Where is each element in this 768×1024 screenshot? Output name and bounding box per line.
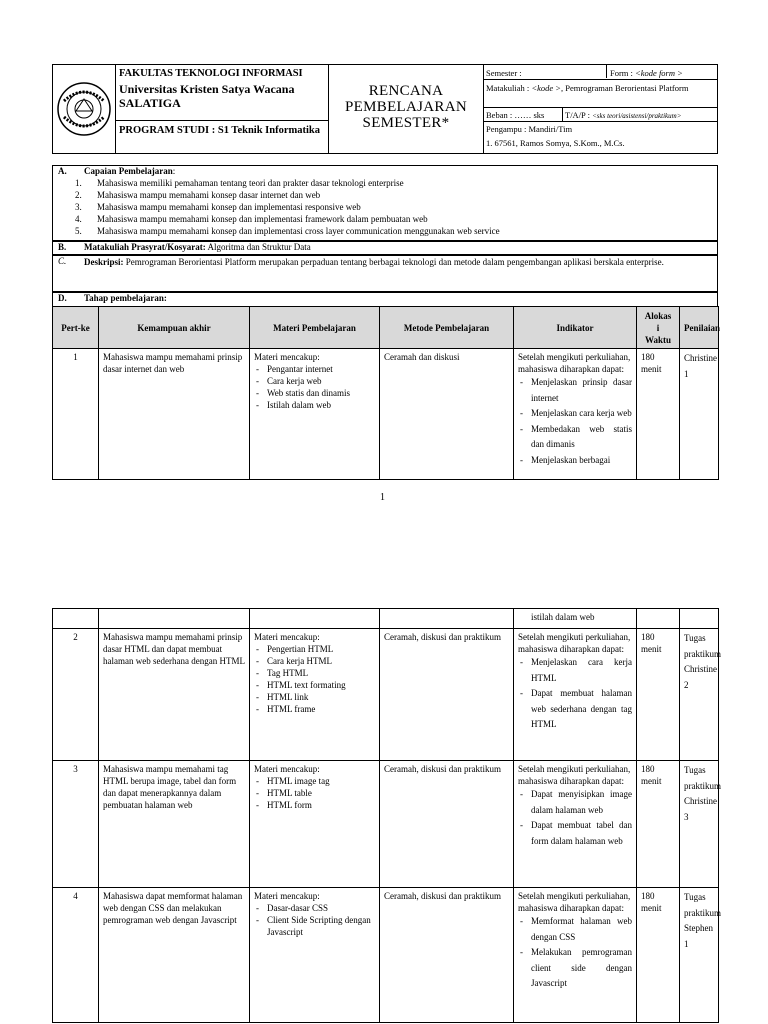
section-d-label: D.	[58, 293, 67, 303]
indikator-item: - Menjelaskan prinsip dasar internet	[518, 375, 632, 406]
waktu-cell: 180 menit	[637, 761, 680, 888]
section-d-title: Tahap pembelajaran:	[84, 293, 167, 303]
ukswseal-icon	[56, 81, 112, 137]
materi-cell	[250, 349, 380, 480]
materi-item: - HTML table	[254, 787, 375, 799]
materi-cell	[250, 761, 380, 888]
penilaian-cell: Christine 1	[680, 349, 719, 480]
materi-item: - Cara kerja web	[254, 375, 375, 387]
indikator-item: - Menjelaskan berbagai	[518, 453, 632, 469]
indikator-item: - Melakukan pemrograman client side dengan Javascript	[518, 945, 632, 992]
table-row	[53, 888, 719, 1023]
continuation-cell	[680, 609, 719, 629]
university-logo	[53, 65, 115, 153]
materi-list	[254, 363, 375, 411]
section-capaian	[52, 165, 718, 241]
materi-item: - Pengertian HTML	[254, 643, 375, 655]
materi-item: - Cara kerja HTML	[254, 655, 375, 667]
materi-intro: Materi mencakup:	[254, 764, 320, 774]
section-tahap	[52, 292, 718, 306]
metode-cell: Ceramah, diskusi dan praktikum	[380, 888, 514, 1023]
capaian-item	[75, 201, 500, 213]
indikator-item: - Dapat menyisipkan image dalam halaman web	[518, 787, 632, 818]
tap-field: T/A/P : <sks teori/asistensi/praktikum>	[565, 110, 682, 120]
materi-item: - HTML image tag	[254, 775, 375, 787]
document-header	[52, 64, 718, 154]
pertemuan-cell: 3	[53, 761, 99, 888]
metode-cell: Ceramah, diskusi dan praktikum	[380, 761, 514, 888]
table-header-row	[53, 307, 719, 349]
indikator-list	[518, 787, 632, 849]
faculty-name: FAKULTAS TEKNOLOGI INFORMASI	[119, 68, 303, 79]
section-c-text: Deskripsi: Pemrograman Berorientasi Platform merupakan perpaduan tentang berbagai teknologi dan metode dalam pengembangan aplikasi berskala enterprise.	[84, 257, 664, 267]
penilaian-cell: Tugas praktikum Christine 2	[680, 629, 719, 761]
capaian-number: 1.	[75, 178, 82, 188]
pengampu-name: 1. 67561, Ramos Somya, S.Kom., M.Cs.	[486, 138, 625, 148]
section-b-text: Matakuliah Prasyrat/Kosyarat: Algoritma dan Struktur Data	[84, 242, 311, 252]
materi-item: - Web statis dan dinamis	[254, 387, 375, 399]
pertemuan-cell: 2	[53, 629, 99, 761]
col-alokasi: Alokas i Waktu	[637, 307, 680, 349]
document-title: RENCANA PEMBELAJARAN SEMESTER*	[345, 83, 467, 131]
penilaian-cell: Tugas praktikum Christine 3	[680, 761, 719, 888]
materi-cell	[250, 629, 380, 761]
capaian-item	[75, 225, 500, 237]
kemampuan-cell: Mahasiswa mampu memahami prinsip dasar HTML dan dapat membuat halaman web sederhana dengan HTML	[99, 629, 250, 761]
materi-item: - Dasar-dasar CSS	[254, 902, 375, 914]
capaian-number: 5.	[75, 226, 82, 236]
capaian-list	[75, 177, 500, 237]
kemampuan-cell: Mahasiswa mampu memahami prinsip dasar internet dan web	[99, 349, 250, 480]
page-number: 1	[380, 492, 385, 503]
materi-item: - Client Side Scripting dengan Javascript	[254, 914, 375, 938]
continuation-cell	[514, 609, 637, 629]
materi-item: - HTML link	[254, 691, 375, 703]
capaian-text: Mahasiswa mampu memahami konsep dan implementasi framework dalam pembuatan web	[97, 214, 428, 224]
col-kemampuan: Kemampuan akhir	[99, 307, 250, 349]
capaian-number: 4.	[75, 214, 82, 224]
capaian-text: Mahasiswa memiliki pemahaman tentang teori dan prakter dasar teknologi enterprise	[97, 178, 404, 188]
learning-table-page2	[52, 608, 719, 1023]
metode-cell: Ceramah, diskusi dan praktikum	[380, 629, 514, 761]
continuation-cell	[250, 609, 380, 629]
section-prasyarat	[52, 241, 718, 255]
form-field: Form : <kode form >	[610, 68, 683, 78]
learning-table-page1	[52, 306, 719, 480]
indikator-item: - Dapat membuat halaman web sederhana dengan tag HTML	[518, 686, 632, 733]
section-b-label: B.	[58, 242, 67, 252]
continuation-text: istilah dalam web	[531, 612, 595, 622]
indikator-list	[518, 914, 632, 992]
indikator-intro: Setelah mengikuti perkuliahan, mahasiswa diharapkan dapat:	[518, 891, 631, 913]
col-pertemuan: Pert-ke	[53, 307, 99, 349]
materi-item: - Istilah dalam web	[254, 399, 375, 411]
indikator-cell	[514, 629, 637, 761]
materi-list	[254, 902, 375, 938]
indikator-cell	[514, 761, 637, 888]
col-penilaian: Penilaian	[680, 307, 719, 349]
continuation-cell	[53, 609, 99, 629]
indikator-list	[518, 655, 632, 733]
materi-intro: Materi mencakup:	[254, 632, 320, 642]
indikator-intro: Setelah mengikuti perkuliahan, mahasiswa diharapkan dapat:	[518, 352, 631, 374]
col-metode: Metode Pembelajaran	[380, 307, 514, 349]
metode-cell: Ceramah dan diskusi	[380, 349, 514, 480]
capaian-item	[75, 177, 500, 189]
kemampuan-cell: Mahasiswa dapat memformat halaman web dengan CSS dan melakukan pemrograman web dengan Javascript	[99, 888, 250, 1023]
materi-list	[254, 643, 375, 715]
continuation-cell	[637, 609, 680, 629]
materi-cell	[250, 888, 380, 1023]
section-a-label: A.	[58, 166, 67, 176]
waktu-cell: 180 menit	[637, 629, 680, 761]
matakuliah-field: Matakuliah : <kode >, Pemrograman Berorientasi Platform	[486, 83, 689, 93]
indikator-item: - Menjelaskan cara kerja web	[518, 406, 632, 422]
capaian-item	[75, 189, 500, 201]
waktu-cell: 180 menit	[637, 349, 680, 480]
col-indikator: Indikator	[514, 307, 637, 349]
table-row-continuation	[53, 609, 719, 629]
indikator-cell	[514, 888, 637, 1023]
capaian-number: 3.	[75, 202, 82, 212]
beban-field: Beban : …… sks	[486, 110, 545, 120]
continuation-cell	[99, 609, 250, 629]
section-a-title: Capaian Pembelajaran:	[84, 166, 176, 176]
pertemuan-cell: 4	[53, 888, 99, 1023]
materi-item: - HTML text formating	[254, 679, 375, 691]
materi-item: - Pengantar internet	[254, 363, 375, 375]
continuation-cell	[380, 609, 514, 629]
capaian-text: Mahasiswa mampu memahami konsep dan implementasi responsive web	[97, 202, 361, 212]
materi-item: - Tag HTML	[254, 667, 375, 679]
kemampuan-cell: Mahasiswa mampu memahami tag HTML berupa image, tabel dan form dan dapat menerapkannya dalam pembuatan halaman web	[99, 761, 250, 888]
section-deskripsi	[52, 255, 718, 292]
col-materi: Materi Pembelajaran	[250, 307, 380, 349]
table-row	[53, 761, 719, 888]
table-row	[53, 629, 719, 761]
indikator-item: - Menjelaskan cara kerja HTML	[518, 655, 632, 686]
materi-item: - HTML frame	[254, 703, 375, 715]
waktu-cell: 180 menit	[637, 888, 680, 1023]
indikator-item: - Dapat membuat tabel dan form dalam halaman web	[518, 818, 632, 849]
program-name: PROGRAM STUDI : S1 Teknik Informatika	[119, 125, 320, 136]
section-c-label: C.	[58, 256, 67, 266]
university-name: Universitas Kristen Satya Wacana SALATIGA	[119, 82, 295, 110]
materi-item: - HTML form	[254, 799, 375, 811]
indikator-list	[518, 375, 632, 468]
indikator-item: - Membedakan web statis dan dimanis	[518, 422, 632, 453]
capaian-item	[75, 213, 500, 225]
materi-list	[254, 775, 375, 811]
capaian-text: Mahasiswa mampu memahami konsep dasar internet dan web	[97, 190, 321, 200]
materi-intro: Materi mencakup:	[254, 352, 320, 362]
penilaian-cell: Tugas praktikum Stephen 1	[680, 888, 719, 1023]
capaian-number: 2.	[75, 190, 82, 200]
indikator-intro: Setelah mengikuti perkuliahan, mahasiswa diharapkan dapat:	[518, 632, 631, 654]
indikator-intro: Setelah mengikuti perkuliahan, mahasiswa diharapkan dapat:	[518, 764, 631, 786]
pertemuan-cell: 1	[53, 349, 99, 480]
table-row	[53, 349, 719, 480]
indikator-cell	[514, 349, 637, 480]
materi-intro: Materi mencakup:	[254, 891, 320, 901]
semester-field: Semester :	[486, 68, 522, 78]
pengampu-field: Pengampu : Mandiri/Tim	[486, 124, 573, 134]
capaian-text: Mahasiswa mampu memahami konsep dan implementasi cross layer communication menggunakan web service	[97, 226, 500, 236]
indikator-item: - Memformat halaman web dengan CSS	[518, 914, 632, 945]
